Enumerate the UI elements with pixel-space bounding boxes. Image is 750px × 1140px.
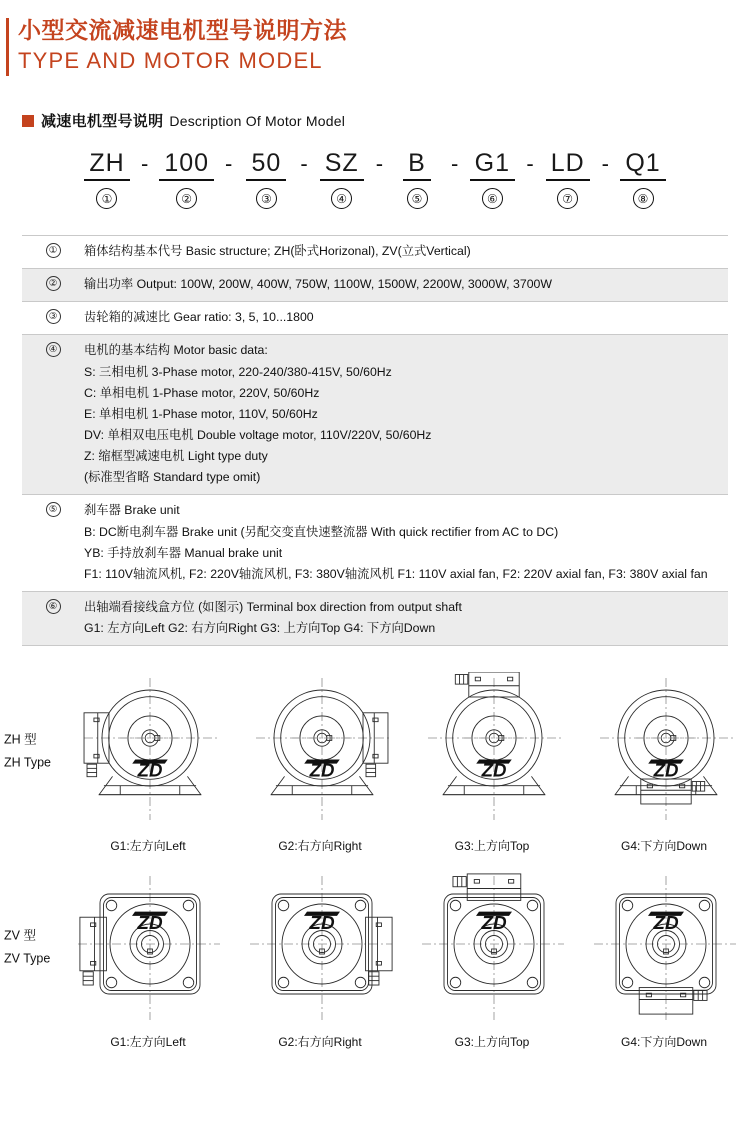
svg-text:ZD: ZD xyxy=(653,913,679,935)
diagram-row-zh xyxy=(0,658,750,854)
code-segment-value: 50 xyxy=(246,149,286,181)
spec-row xyxy=(22,302,728,335)
zv-motor-drawing xyxy=(584,868,744,1030)
code-segment-index: ④ xyxy=(331,188,352,209)
spec-row xyxy=(22,335,728,495)
spec-line: G1: 左方向Left G2: 右方向Right G3: 上方向Top G4: 下方向Down xyxy=(84,621,436,636)
figure-strip-zv xyxy=(62,854,750,1050)
spec-row-index: ⑤ xyxy=(46,502,61,517)
motor-figure-art xyxy=(406,868,578,1030)
motor-figure xyxy=(62,658,234,854)
zv-motor-drawing xyxy=(240,868,400,1030)
svg-text:ZD: ZD xyxy=(481,759,507,781)
motor-figure xyxy=(62,854,234,1050)
figure-strip-zh xyxy=(62,658,750,854)
motor-figure-art xyxy=(578,868,750,1030)
spec-table xyxy=(22,235,728,646)
spec-row xyxy=(22,236,728,269)
square-bullet-icon xyxy=(22,115,34,127)
spec-row-index-cell xyxy=(22,241,84,258)
zd-logo-icon xyxy=(648,912,684,934)
spec-row-body xyxy=(84,307,728,328)
spec-line: E: 单相电机 1-Phase motor, 110V, 50/60Hz xyxy=(84,406,318,421)
terminal-box xyxy=(363,713,388,777)
svg-text:ZD: ZD xyxy=(309,913,335,935)
zd-logo-icon xyxy=(476,912,512,934)
spec-row-body xyxy=(84,597,728,639)
section-title-en: Description Of Motor Model xyxy=(169,112,345,129)
type-label-zh xyxy=(4,729,51,775)
spec-line: 出轴端看接线盒方位 (如图示) Terminal box direction from output shaft xyxy=(84,599,462,614)
code-segment-index: ⑦ xyxy=(557,188,578,209)
spec-row-index: ⑥ xyxy=(46,599,61,614)
code-separator: - xyxy=(225,151,233,177)
code-segment-value: B xyxy=(403,149,431,181)
code-segment-value: 100 xyxy=(159,149,214,181)
motor-figure-caption: G1:左方向Left xyxy=(110,839,186,854)
motor-figure xyxy=(578,658,750,854)
code-segment xyxy=(159,149,214,209)
spec-line: (标准型省略 Standard type omit) xyxy=(84,470,261,485)
code-segment-value: ZH xyxy=(84,149,129,181)
zv-motor-drawing xyxy=(68,868,228,1030)
terminal-box xyxy=(366,917,393,985)
spec-line: YB: 手持放刹车器 Manual brake unit xyxy=(84,545,283,560)
code-segment xyxy=(394,149,440,209)
motor-figure-caption: G2:右方向Right xyxy=(278,839,362,854)
spec-row xyxy=(22,495,728,592)
spec-line: 刹车器 Brake unit xyxy=(84,503,180,518)
terminal-box xyxy=(639,988,707,1015)
spec-row-index-cell xyxy=(22,597,84,614)
spec-row xyxy=(22,269,728,302)
zv-motor-drawing xyxy=(412,868,572,1030)
motor-figure-art xyxy=(578,672,750,834)
spec-row-body xyxy=(84,500,728,585)
code-segment-value: G1 xyxy=(470,149,515,181)
type-label-zh-cn: ZH 型 xyxy=(4,732,37,747)
section-title-cn: 减速电机型号说明 xyxy=(41,113,164,131)
code-segment xyxy=(545,149,591,209)
code-segment xyxy=(84,149,130,209)
motor-figure-caption: G4:下方向Down xyxy=(620,839,708,854)
spec-row-index-cell xyxy=(22,307,84,324)
zh-motor-drawing xyxy=(584,672,744,834)
type-label-zv-en: ZV Type xyxy=(4,951,51,966)
spec-row-index-cell xyxy=(22,500,84,517)
spec-line: C: 单相电机 1-Phase motor, 220V, 50/60Hz xyxy=(84,385,320,400)
spec-line: F1: 110V轴流风机, F2: 220V轴流风机, F3: 380V轴流风机 F1: 110V axial fan, F2: 220V axial fan, F3: 380V axial fan xyxy=(84,566,708,581)
terminal-box xyxy=(641,779,705,804)
motor-figure xyxy=(578,854,750,1050)
motor-figure xyxy=(406,658,578,854)
page-title-en: TYPE AND MOTOR MODEL xyxy=(18,47,323,73)
motor-figure-caption: G4:下方向Down xyxy=(620,1035,708,1050)
code-segment xyxy=(620,149,666,209)
code-separator: - xyxy=(300,151,308,177)
section-heading xyxy=(22,110,750,131)
code-segment xyxy=(243,149,289,209)
terminal-box xyxy=(453,874,521,901)
type-label-zv-cn: ZV 型 xyxy=(4,928,36,943)
terminal-box xyxy=(455,672,519,697)
spec-row-body xyxy=(84,274,728,295)
motor-figure-art xyxy=(234,672,406,834)
code-segment-value: Q1 xyxy=(620,149,665,181)
zh-motor-drawing xyxy=(240,672,400,834)
spec-line: 电机的基本结构 Motor basic data: xyxy=(84,343,268,358)
page-header xyxy=(0,0,750,74)
code-segment-index: ⑧ xyxy=(633,188,654,209)
svg-text:ZD: ZD xyxy=(481,913,507,935)
spec-line: 箱体结构基本代号 Basic structure; ZH(卧式Horizonal), ZV(立式Vertical) xyxy=(84,244,471,258)
code-separator: - xyxy=(526,151,534,177)
code-segment-index: ⑥ xyxy=(482,188,503,209)
type-label-zv xyxy=(4,925,50,971)
diagram-block xyxy=(0,658,750,1050)
zd-logo-icon xyxy=(132,912,168,934)
spec-line: Z: 缩框型减速电机 Light type duty xyxy=(84,449,268,464)
zh-motor-drawing xyxy=(68,672,228,834)
spec-line: S: 三相电机 3-Phase motor, 220-240/380-415V, 50/60Hz xyxy=(84,364,392,379)
motor-figure-art xyxy=(62,672,234,834)
spec-row xyxy=(22,592,728,646)
header-accent-bar xyxy=(6,18,9,76)
spec-row-index: ② xyxy=(46,276,61,291)
svg-text:ZD: ZD xyxy=(309,759,335,781)
spec-row-index: ③ xyxy=(46,309,61,324)
svg-text:ZD: ZD xyxy=(137,913,163,935)
motor-figure-art xyxy=(234,868,406,1030)
code-separator: - xyxy=(140,151,149,177)
code-separator: - xyxy=(601,151,609,177)
svg-text:ZD: ZD xyxy=(137,759,163,781)
model-code-row xyxy=(0,149,750,209)
code-segment-value: SZ xyxy=(320,149,364,181)
code-separator: - xyxy=(375,151,384,177)
spec-line: 输出功率 Output: 100W, 200W, 400W, 750W, 1100W, 1500W, 2200W, 3000W, 3700W xyxy=(84,277,552,292)
zd-logo-icon xyxy=(304,912,340,934)
spec-row-index: ① xyxy=(46,243,61,258)
motor-figure-caption: G3:上方向Top xyxy=(454,839,530,854)
code-segment-index: ⑤ xyxy=(407,188,428,209)
spec-row-body xyxy=(84,241,728,262)
svg-text:ZD: ZD xyxy=(653,759,679,781)
motor-figure xyxy=(406,854,578,1050)
type-label-zh-en: ZH Type xyxy=(4,755,52,770)
code-segment-index: ③ xyxy=(256,188,277,209)
code-separator: - xyxy=(451,151,459,177)
motor-figure-caption: G1:左方向Left xyxy=(110,1035,186,1050)
motor-figure-art xyxy=(62,868,234,1030)
spec-line: DV: 单相双电压电机 Double voltage motor, 110V/220V, 50/60Hz xyxy=(84,427,432,442)
code-segment-value: LD xyxy=(546,149,590,181)
motor-figure-caption: G2:右方向Right xyxy=(278,1035,362,1050)
spec-row-index: ④ xyxy=(46,342,61,357)
motor-figure xyxy=(234,854,406,1050)
page-title-cn: 小型交流减速电机型号说明方法 xyxy=(18,17,347,43)
spec-row-index-cell xyxy=(22,340,84,357)
code-segment-index: ① xyxy=(96,188,117,209)
spec-line: B: DC断电刹车器 Brake unit (另配交变直快速整流器 With quick rectifier from AC to DC) xyxy=(84,524,559,539)
terminal-box xyxy=(80,917,107,985)
diagram-row-zv xyxy=(0,854,750,1050)
spec-line: 齿轮箱的减速比 Gear ratio: 3, 5, 10...1800 xyxy=(84,310,314,325)
motor-figure xyxy=(234,658,406,854)
motor-figure-art xyxy=(406,672,578,834)
code-segment xyxy=(469,149,515,209)
spec-row-body xyxy=(84,340,728,488)
zh-motor-drawing xyxy=(412,672,572,834)
motor-figure-caption: G3:上方向Top xyxy=(454,1035,530,1050)
spec-row-index-cell xyxy=(22,274,84,291)
code-segment-index: ② xyxy=(176,188,197,209)
code-segment xyxy=(319,149,365,209)
terminal-box xyxy=(84,713,109,777)
